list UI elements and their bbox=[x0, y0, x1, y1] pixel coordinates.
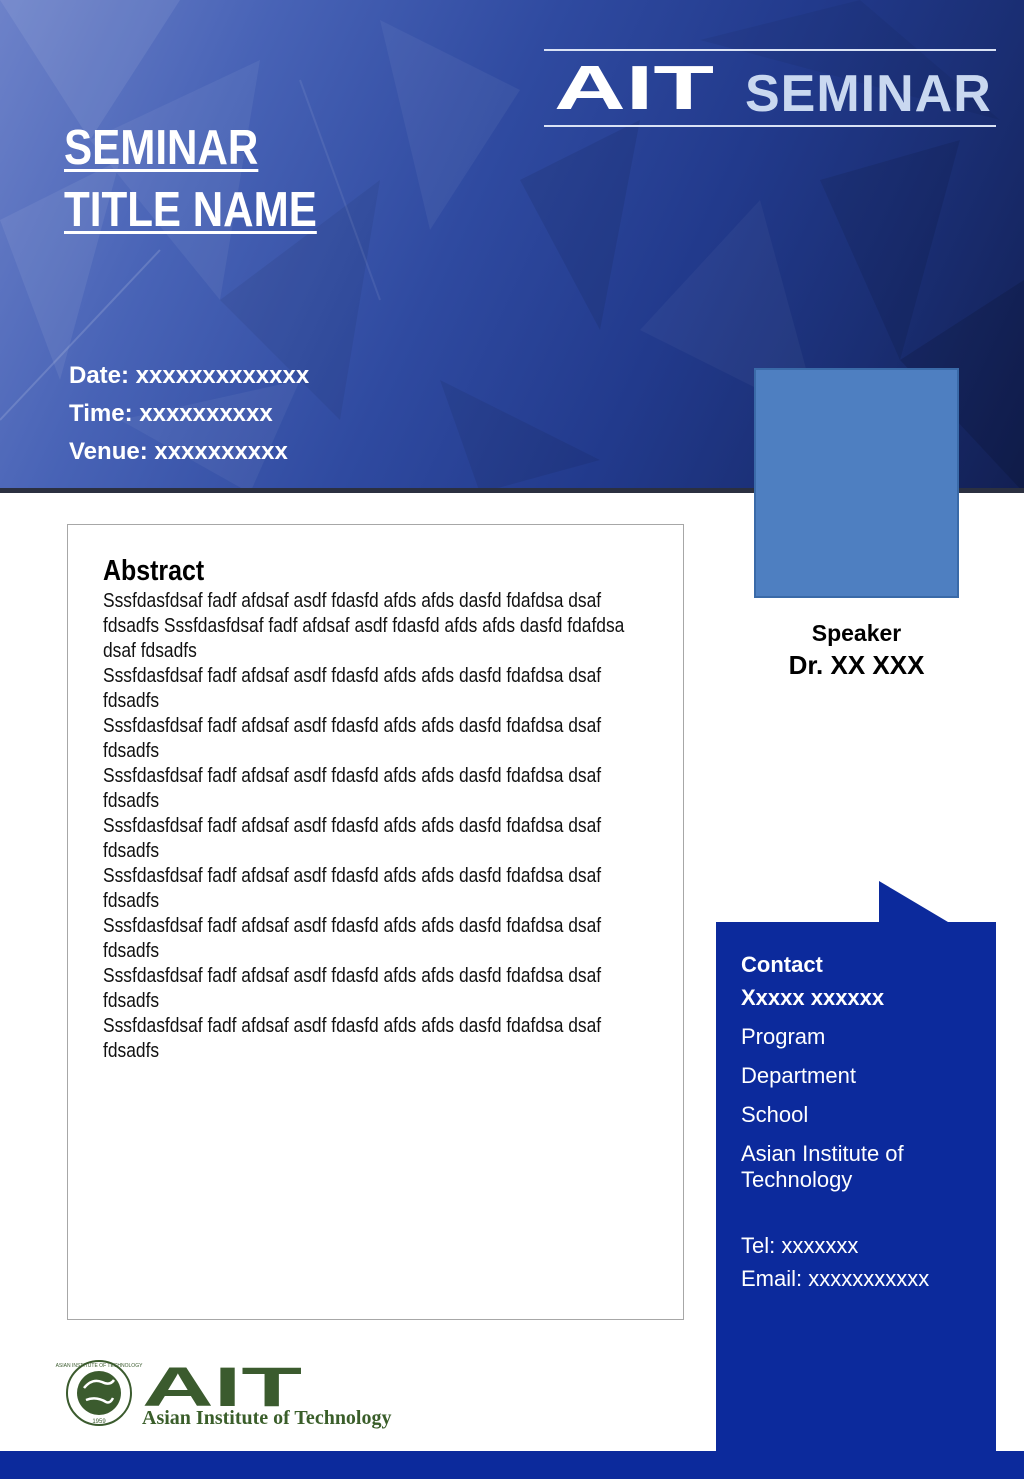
abstract-line: Sssfdasfdsaf fadf afdsaf asdf fdasfd afds afds dasfd fdafdsa dsaf bbox=[103, 665, 602, 687]
contact-institute-line-1: Asian Institute of bbox=[741, 1141, 904, 1166]
bottom-bar bbox=[0, 1451, 1024, 1479]
abstract-line: fdsadfs bbox=[103, 990, 160, 1012]
contact-program: Program bbox=[741, 1024, 826, 1049]
contact-institute-line-2: Technology bbox=[741, 1167, 853, 1192]
abstract-line: Sssfdasfdsaf fadf afdsaf asdf fdasfd afds afds dasfd fdafdsa dsaf bbox=[103, 715, 602, 737]
contact-email: Email: xxxxxxxxxxx bbox=[741, 1266, 930, 1291]
abstract-line: Sssfdasfdsaf fadf afdsaf asdf fdasfd afds afds dasfd fdafdsa dsaf bbox=[103, 815, 602, 837]
speaker-name: Dr. XX XXX bbox=[788, 650, 925, 680]
abstract-line: Sssfdasfdsaf fadf afdsaf asdf fdasfd afds afds dasfd fdafdsa dsaf bbox=[103, 915, 602, 937]
contact-heading: Contact bbox=[741, 952, 823, 977]
abstract-line: fdsadfs bbox=[103, 840, 160, 862]
abstract-heading: Abstract bbox=[103, 555, 205, 587]
contact-tel: Tel: xxxxxxx bbox=[741, 1233, 859, 1258]
seminar-title-line-2: TITLE NAME bbox=[64, 183, 317, 237]
event-venue: Venue: xxxxxxxxxx bbox=[69, 438, 288, 465]
abstract-line: Sssfdasfdsaf fadf afdsaf asdf fdasfd afds afds dasfd fdafdsa dsaf bbox=[103, 965, 602, 987]
speaker-label: Speaker bbox=[811, 620, 902, 646]
seminar-title-line-1: SEMINAR bbox=[64, 121, 259, 175]
event-time: Time: xxxxxxxxxx bbox=[69, 400, 273, 427]
abstract-line: Sssfdasfdsaf fadf afdsaf asdf fdasfd afds afds dasfd fdafdsa dsaf bbox=[103, 765, 602, 787]
seal-text: ASIAN INSTITUTE OF TECHNOLOGY bbox=[55, 1363, 143, 1369]
ait-footer-logo-text: AIT bbox=[142, 1355, 302, 1418]
brand-seminar-label: SEMINAR bbox=[745, 65, 992, 123]
abstract-line: dsaf fdsadfs bbox=[103, 640, 197, 662]
institute-name: Asian Institute of Technology bbox=[142, 1407, 392, 1429]
abstract-line: Sssfdasfdsaf fadf afdsaf asdf fdasfd afds afds dasfd fdafdsa dsaf bbox=[103, 590, 602, 612]
contact-department: Department bbox=[741, 1063, 856, 1088]
abstract-line: fdsadfs bbox=[103, 790, 160, 812]
abstract-line: fdsadfs bbox=[103, 740, 160, 762]
seal-year: 1959 bbox=[92, 1419, 106, 1425]
abstract-line: fdsadfs bbox=[103, 940, 160, 962]
event-date: Date: xxxxxxxxxxxxx bbox=[69, 362, 310, 389]
abstract-line: fdsadfs bbox=[103, 690, 160, 712]
contact-school: School bbox=[741, 1102, 809, 1127]
ait-logo-text: AIT bbox=[554, 54, 715, 123]
abstract-line: Sssfdasfdsaf fadf afdsaf asdf fdasfd afds afds dasfd fdafdsa dsaf bbox=[103, 1015, 602, 1037]
ait-seal-icon bbox=[56, 1361, 144, 1425]
abstract-line: fdsadfs bbox=[103, 1040, 160, 1062]
abstract-line: Sssfdasfdsaf fadf afdsaf asdf fdasfd afds afds dasfd fdafdsa dsaf bbox=[103, 865, 602, 887]
contact-name: Xxxxx xxxxxx bbox=[741, 985, 885, 1010]
abstract-line: fdsadfs Sssfdasfdsaf fadf afdsaf asdf fdasfd afds afds dasfd fdafdsa bbox=[103, 615, 625, 637]
abstract-line: fdsadfs bbox=[103, 890, 160, 912]
